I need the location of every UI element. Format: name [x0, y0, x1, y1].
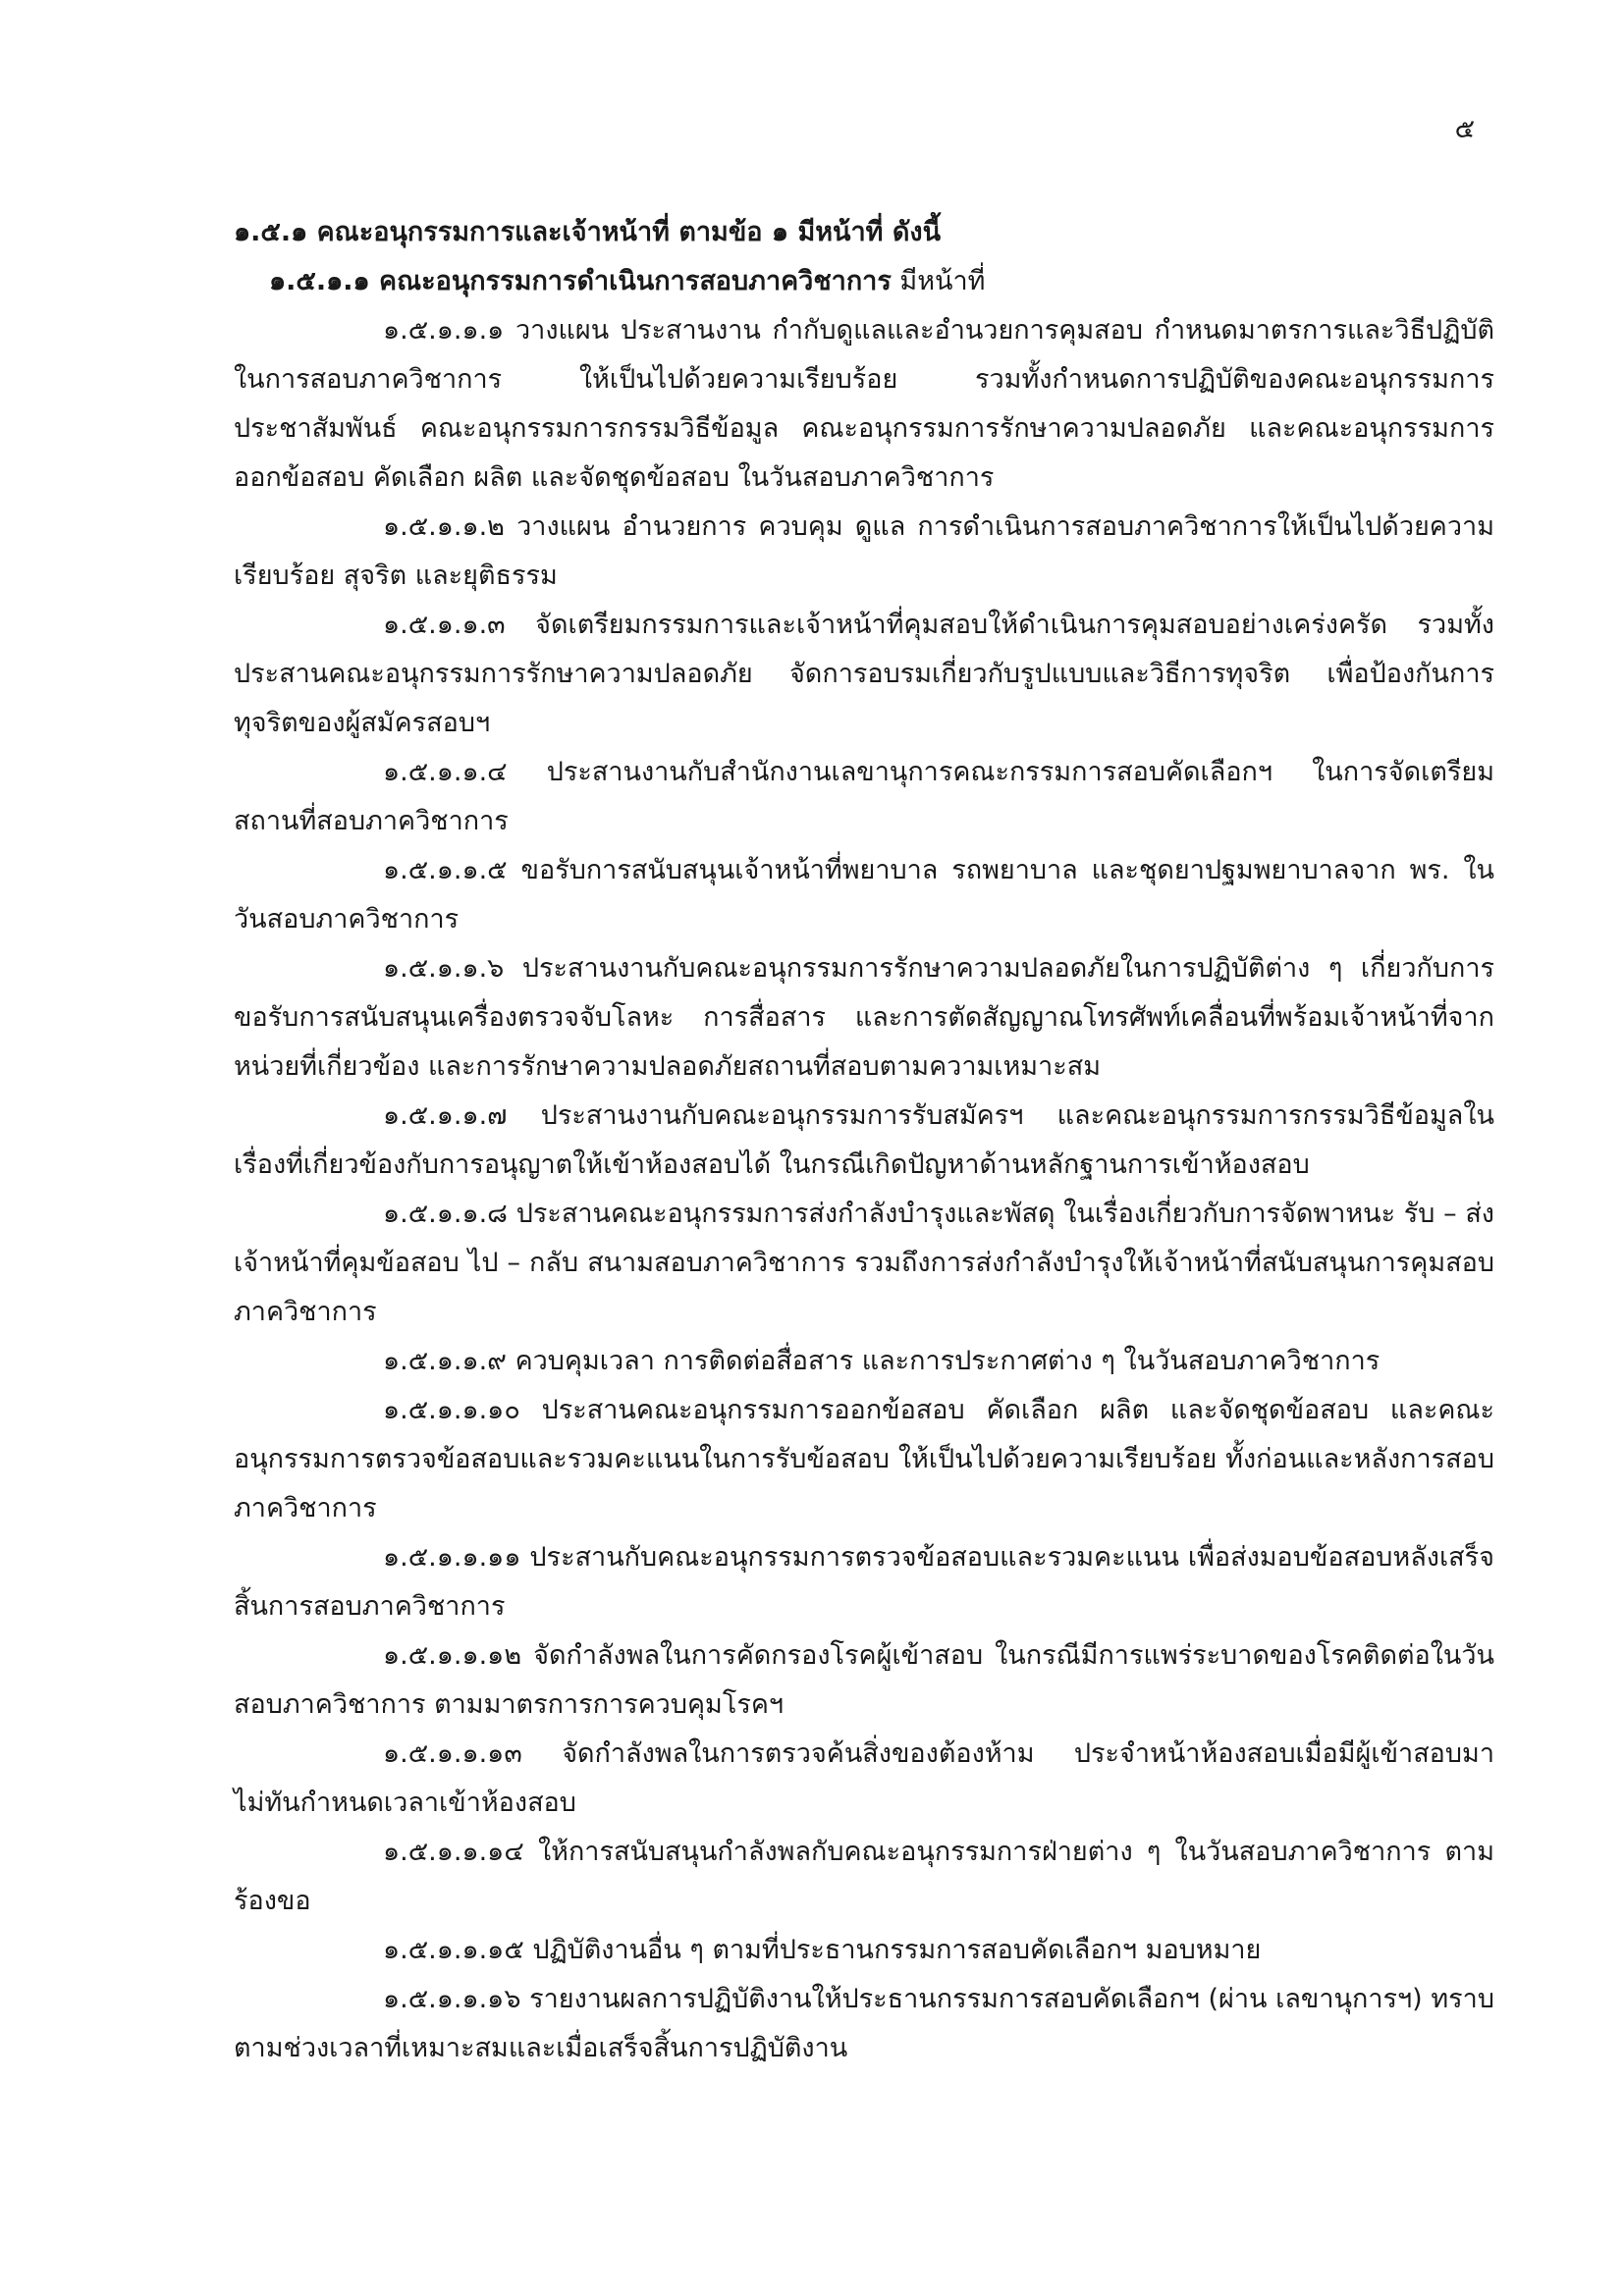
item-text: ประสานงานกับคณะอนุกรรมการรักษาความปลอดภัยในการปฏิบัติต่าง ๆ เกี่ยวกับการขอรับการสนับสนุนเครื่องตรวจจับโลหะ การสื่อสาร และการตัดสัญญาณโทรศัพท์เคลื่อนที่พร้อมเจ้าหน้าที่จากหน่วยที่เกี่ยวข้อง และการรักษาความปลอดภัยสถานที่สอบตามความเหมาะสม [234, 953, 1494, 1082]
list-item [234, 1631, 1494, 1730]
list-item [234, 1337, 1494, 1386]
item-number: ๑.๕.๑.๑.๖ [383, 953, 505, 984]
item-text: ให้การสนับสนุนกำลังพลกับคณะอนุกรรมการฝ่ายต่าง ๆ ในวันสอบภาควิชาการ ตามร้องขอ [234, 1837, 1494, 1916]
item-number: ๑.๕.๑.๑.๑๓ [383, 1738, 522, 1769]
list-item [234, 1190, 1494, 1337]
item-text: รายงานผลการปฏิบัติงานให้ประธานกรรมการสอบคัดเลือกฯ (ผ่าน เลขานุการฯ) ทราบ ตามช่วงเวลาที่เหมาะสมและเมื่อเสร็จสิ้นการปฏิบัติงาน [234, 1984, 1494, 2063]
list-item [234, 1975, 1494, 2073]
page-number: ๕ [1454, 114, 1475, 144]
item-text: ปฏิบัติงานอื่น ๆ ตามที่ประธานกรรมการสอบคัดเลือกฯ มอบหมาย [532, 1935, 1262, 1965]
item-text: ขอรับการสนับสนุนเจ้าหน้าที่พยาบาล รถพยาบาล และชุดยาปฐมพยาบาลจาก พร. ในวันสอบภาควิชาการ [234, 855, 1494, 934]
item-text: จัดกำลังพลในการคัดกรองโรคผู้เข้าสอบ ในกรณีมีการแพร่ระบาดของโรคติดต่อในวันสอบภาควิชาการ ตามมาตรการการควบคุมโรคฯ [234, 1640, 1494, 1720]
item-number: ๑.๕.๑.๑.๑ [383, 315, 505, 346]
item-number: ๑.๕.๑.๑.๑๕ [383, 1935, 524, 1965]
item-number: ๑.๕.๑.๑.๑๑ [383, 1542, 521, 1573]
list-item [234, 1092, 1494, 1190]
list-item [234, 1926, 1494, 1975]
item-text: จัดเตรียมกรรมการและเจ้าหน้าที่คุมสอบให้ดำเนินการคุมสอบอย่างเคร่งครัด รวมทั้งประสานคณะอนุกรรมการรักษาความปลอดภัย จัดการอบรมเกี่ยวกับรูปแบบและวิธีการทุจริต เพื่อป้องกันการทุจริตของผู้สมัครสอบฯ [234, 610, 1494, 738]
subsection-heading [234, 257, 1494, 306]
item-number: ๑.๕.๑.๑.๔ [383, 757, 508, 787]
list-item [234, 846, 1494, 944]
item-text: ควบคุมเวลา การติดต่อสื่อสาร และการประกาศต่าง ๆ ในวันสอบภาควิชาการ [514, 1346, 1380, 1376]
list-item [234, 601, 1494, 748]
item-text: ประสานงานกับคณะอนุกรรมการรับสมัครฯ และคณะอนุกรรมการกรรมวิธีข้อมูลในเรื่องที่เกี่ยวข้องกับการอนุญาตให้เข้าห้องสอบได้ ในกรณีเกิดปัญหาด้านหลักฐานการเข้าห้องสอบ [234, 1100, 1494, 1180]
item-number: ๑.๕.๑.๑.๑๐ [383, 1395, 520, 1425]
duty-list [234, 306, 1494, 2073]
item-number: ๑.๕.๑.๑.๕ [383, 855, 508, 885]
subsection-title: ๑.๕.๑.๑ คณะอนุกรรมการดำเนินการสอบภาควิชาการ [269, 266, 892, 296]
list-item [234, 1730, 1494, 1828]
item-text: จัดกำลังพลในการตรวจค้นสิ่งของต้องห้าม ประจำหน้าห้องสอบเมื่อมีผู้เข้าสอบมาไม่ทันกำหนดเวลาเข้าห้องสอบ [234, 1738, 1494, 1818]
list-item [234, 1533, 1494, 1631]
item-number: ๑.๕.๑.๑.๑๒ [383, 1640, 522, 1671]
item-number: ๑.๕.๑.๑.๙ [383, 1346, 507, 1376]
item-number: ๑.๕.๑.๑.๑๔ [383, 1837, 524, 1867]
item-text: ประสานกับคณะอนุกรรมการตรวจข้อสอบและรวมคะแนน เพื่อส่งมอบข้อสอบหลังเสร็จสิ้นการสอบภาควิชาการ [234, 1542, 1494, 1622]
list-item [234, 1386, 1494, 1533]
item-text: ประสานงานกับสำนักงานเลขานุการคณะกรรมการสอบคัดเลือกฯ ในการจัดเตรียมสถานที่สอบภาควิชาการ [234, 757, 1494, 836]
subsection-title-suffix: มีหน้าที่ [891, 266, 986, 296]
item-number: ๑.๕.๑.๑.๘ [383, 1199, 509, 1229]
item-text: วางแผน อำนวยการ ควบคุม ดูแล การดำเนินการสอบภาควิชาการให้เป็นไปด้วยความเรียบร้อย สุจริต และยุติธรรม [234, 511, 1494, 591]
list-item [234, 306, 1494, 503]
list-item [234, 748, 1494, 846]
item-number: ๑.๕.๑.๑.๑๖ [383, 1984, 521, 2014]
item-text: ประสานคณะอนุกรรมการออกข้อสอบ คัดเลือก ผลิต และจัดชุดข้อสอบ และคณะอนุกรรมการตรวจข้อสอบและรวมคะแนนในการรับข้อสอบ ให้เป็นไปด้วยความเรียบร้อย ทั้งก่อนและหลังการสอบภาควิชาการ [234, 1395, 1494, 1523]
list-item [234, 503, 1494, 601]
item-text: วางแผน ประสานงาน กำกับดูแลและอำนวยการคุมสอบ กำหนดมาตรการและวิธีปฏิบัติในการสอบภาควิชาการ ให้เป็นไปด้วยความเรียบร้อย รวมทั้งกำหนดการปฏิบัติของคณะอนุกรรมการประชาสัมพันธ์ คณะอนุกรรมการกรรมวิธีข้อมูล คณะอนุกรรมการรักษาความปลอดภัย และคณะอนุกรรมการออกข้อสอบ คัดเลือก ผลิต และจัดชุดข้อสอบ ในวันสอบภาควิชาการ [234, 315, 1494, 493]
list-item [234, 944, 1494, 1092]
list-item [234, 1828, 1494, 1926]
section-heading: ๑.๕.๑ คณะอนุกรรมการและเจ้าหน้าที่ ตามข้อ ๑ มีหน้าที่ ดังนี้ [234, 217, 942, 247]
item-number: ๑.๕.๑.๑.๒ [383, 511, 505, 542]
item-number: ๑.๕.๑.๑.๓ [383, 610, 506, 640]
item-text: ประสานคณะอนุกรรมการส่งกำลังบำรุงและพัสดุ ในเรื่องเกี่ยวกับการจัดพาหนะ รับ – ส่ง เจ้าหน้าที่คุมข้อสอบ ไป – กลับ สนามสอบภาควิชาการ รวมถึงการส่งกำลังบำรุงให้เจ้าหน้าที่สนับสนุนการคุมสอบภาควิชาการ [234, 1199, 1494, 1327]
item-number: ๑.๕.๑.๑.๗ [383, 1100, 508, 1131]
document-body [234, 208, 1494, 2073]
